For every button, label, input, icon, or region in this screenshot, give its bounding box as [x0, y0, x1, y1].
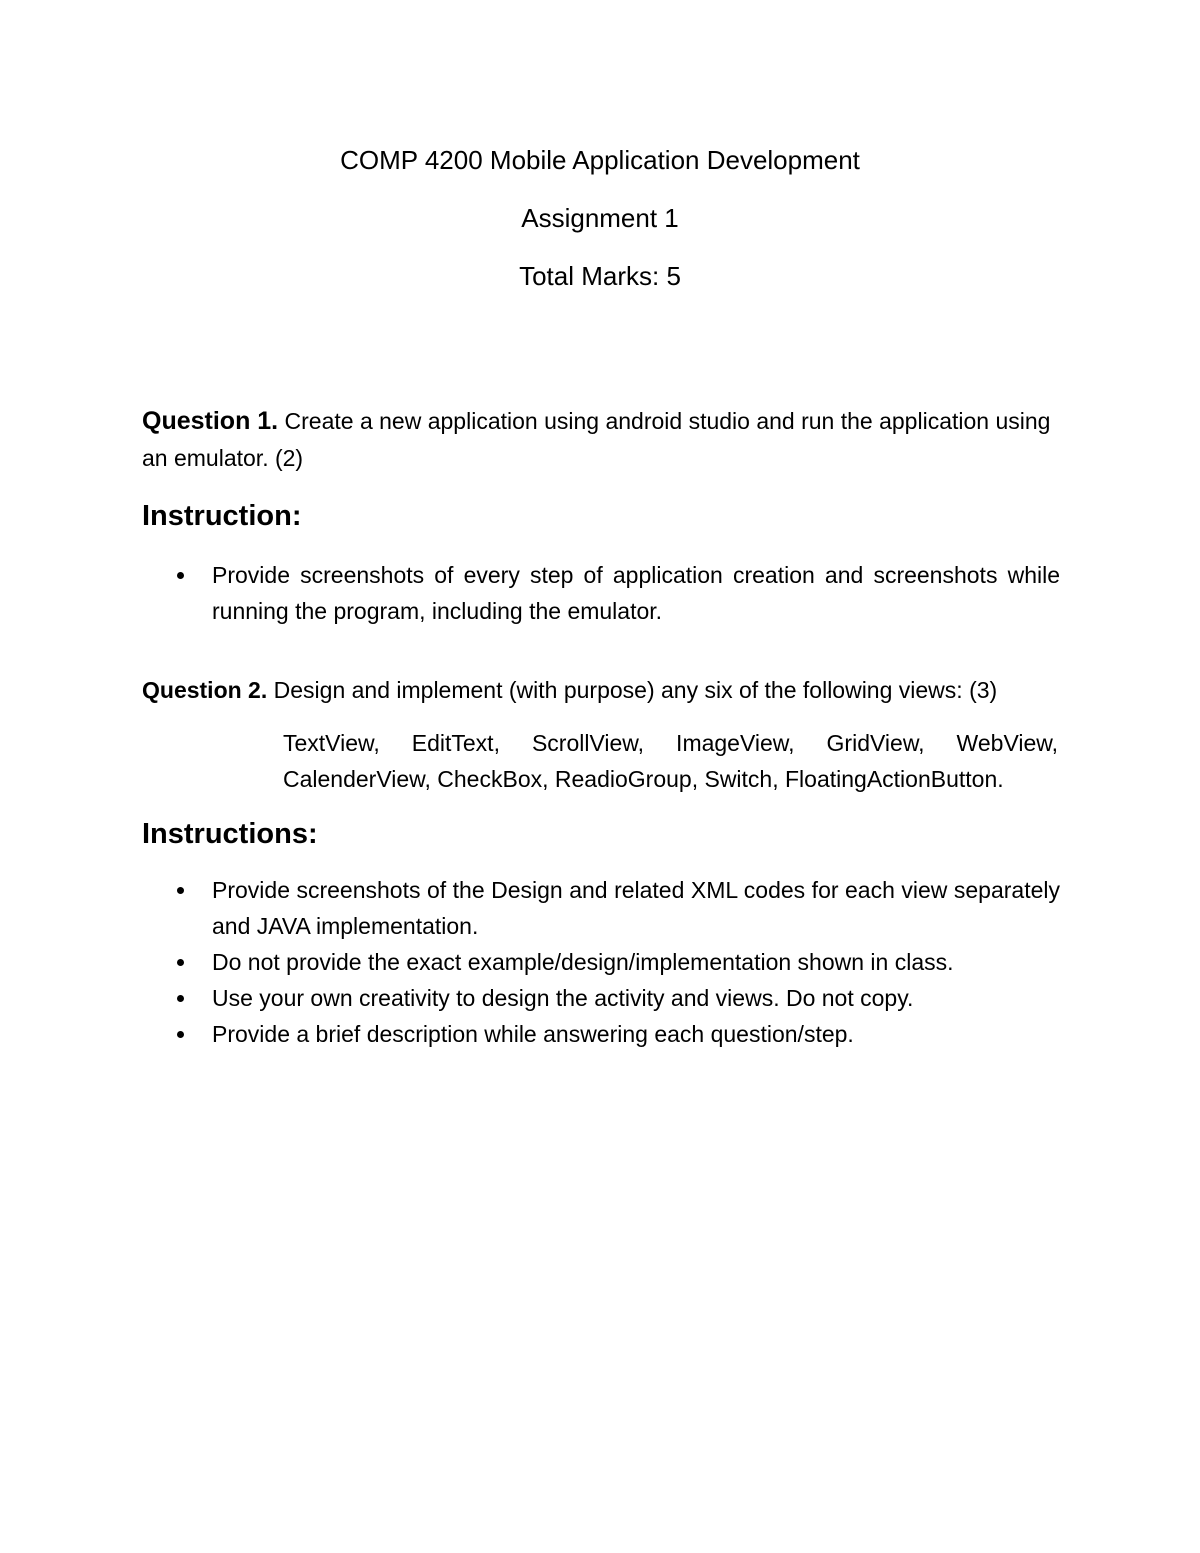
list-item [142, 557, 1060, 629]
total-marks: Total Marks: 5 [519, 261, 681, 291]
bullet-text: Use your own creativity to design the activity and views. Do not copy. [212, 985, 914, 1011]
bullet-icon [177, 572, 184, 579]
list-item [142, 980, 1060, 1016]
list-item [142, 944, 1060, 980]
instructions-heading: Instructions: [142, 818, 318, 850]
bullet-icon [177, 959, 184, 966]
instruction-heading: Instruction: [142, 500, 302, 532]
bullet-icon [177, 1031, 184, 1038]
bullet-text: Provide screenshots of the Design and related XML codes for each view separately and JAVA implementation. [212, 877, 1060, 939]
question-2 [142, 672, 1060, 708]
question-1-bullet-list [142, 557, 1060, 629]
views-list: TextView, EditText, ScrollView, ImageView, GridView, WebView, CalenderView, CheckBox, ReadioGroup, Switch, FloatingActionButton. [283, 730, 1058, 792]
course-title: COMP 4200 Mobile Application Development [340, 145, 860, 175]
bullet-icon [177, 995, 184, 1002]
question-1 [142, 403, 1060, 477]
question-2-bullet-list [142, 872, 1060, 1052]
bullet-text: Provide screenshots of every step of application creation and screenshots while running the program, including the emulator. [212, 562, 1060, 624]
list-item [142, 1016, 1060, 1052]
assignment-title: Assignment 1 [521, 203, 679, 233]
bullet-text: Provide a brief description while answering each question/step. [212, 1021, 854, 1047]
question-2-text: Design and implement (with purpose) any six of the following views: (3) [267, 677, 998, 703]
bullet-text: Do not provide the exact example/design/implementation shown in class. [212, 949, 954, 975]
list-item [142, 872, 1060, 944]
question-2-label: Question 2. [142, 677, 268, 703]
bullet-icon [177, 887, 184, 894]
question-1-text: Create a new application using android studio and run the application using an emulator. (2) [142, 408, 1051, 471]
question-1-label: Question 1. [142, 407, 279, 435]
